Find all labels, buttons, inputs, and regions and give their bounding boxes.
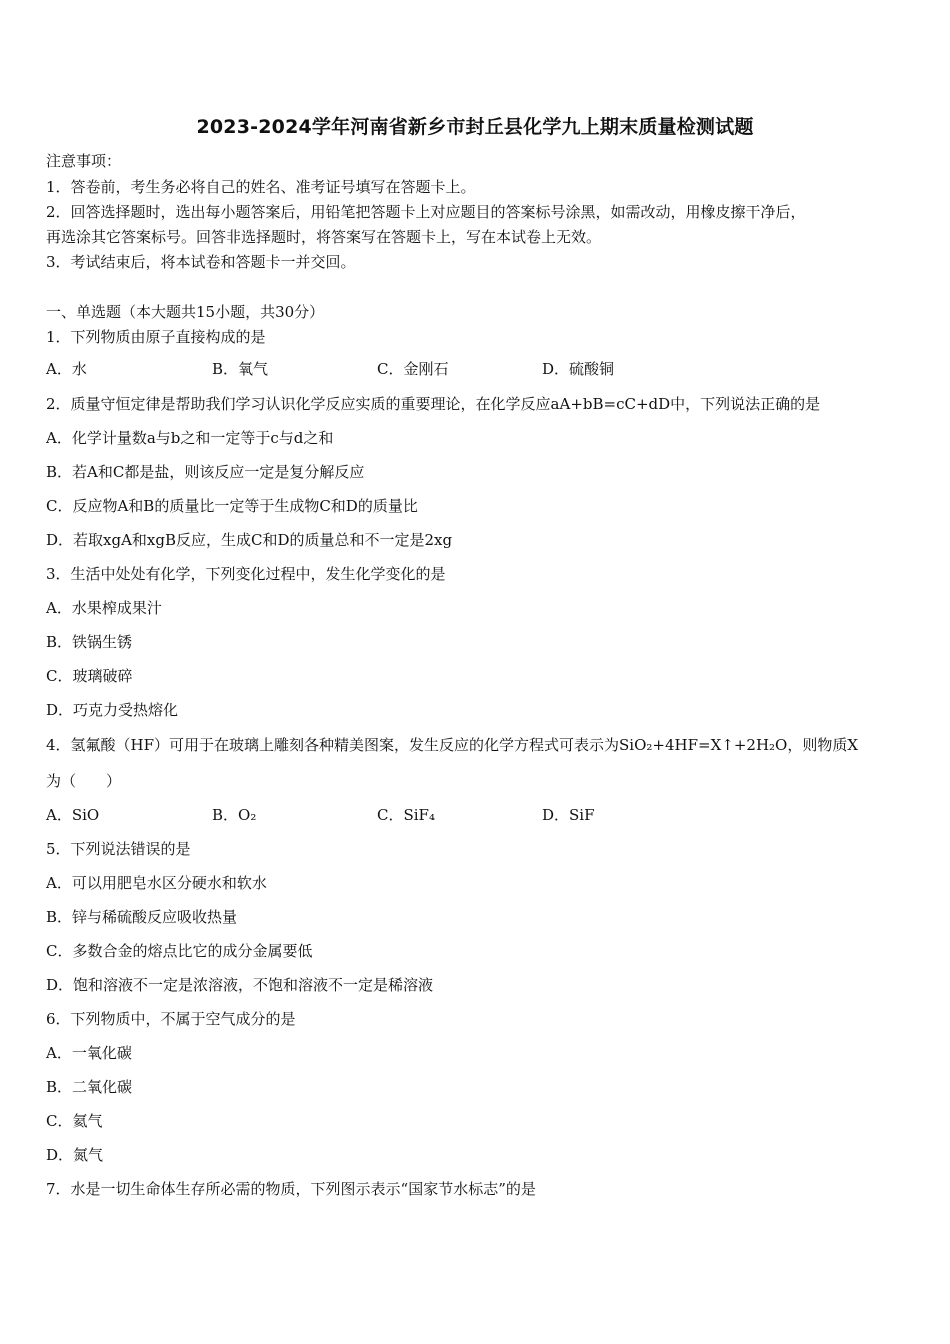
option-c: C．SiF₄ bbox=[377, 806, 435, 824]
option-d: D．SiF bbox=[542, 806, 595, 824]
option-a: A．水 bbox=[46, 360, 87, 378]
question-5-option-d: D．饱和溶液不一定是浓溶液，不饱和溶液不一定是稀溶液 bbox=[46, 976, 434, 994]
question-6-option-a: A．一氧化碳 bbox=[46, 1044, 132, 1062]
question-2-option-b: B．若A和C都是盐，则该反应一定是复分解反应 bbox=[46, 463, 365, 481]
question-2-option-a: A．化学计量数a与b之和一定等于c与d之和 bbox=[46, 429, 334, 447]
option-b: B．O₂ bbox=[212, 806, 257, 824]
note-item: 1．答卷前，考生务必将自己的姓名、准考证号填写在答题卡上。 bbox=[46, 178, 476, 196]
option-d: D．硫酸铜 bbox=[542, 360, 615, 378]
question-4-stem: 4．氢氟酸（HF）可用于在玻璃上雕刻各种精美图案，发生反应的化学方程式可表示为SiO₂+4HF=X↑+2H₂O，则物质X bbox=[46, 736, 859, 754]
question-5-stem: 5．下列说法错误的是 bbox=[46, 840, 191, 858]
question-3-option-b: B．铁锅生锈 bbox=[46, 633, 133, 651]
question-2-option-c: C．反应物A和B的质量比一定等于生成物C和D的质量比 bbox=[46, 497, 418, 515]
option-c: C．金刚石 bbox=[377, 360, 449, 378]
question-7-stem: 7．水是一切生命体生存所必需的物质，下列图示表示“国家节水标志”的是 bbox=[46, 1180, 536, 1198]
question-5-option-a: A．可以用肥皂水区分硬水和软水 bbox=[46, 874, 267, 892]
question-6-option-b: B．二氧化碳 bbox=[46, 1078, 133, 1096]
question-4-stem-continued: 为（ ） bbox=[46, 772, 122, 790]
question-6-stem: 6．下列物质中，不属于空气成分的是 bbox=[46, 1010, 296, 1028]
question-3-option-c: C．玻璃破碎 bbox=[46, 667, 133, 685]
section-heading: 一、单选题（本大题共15小题，共30分） bbox=[46, 303, 325, 321]
question-6-option-d: D．氮气 bbox=[46, 1146, 104, 1164]
option-a: A．SiO bbox=[46, 806, 100, 824]
note-item: 2．回答选择题时，选出每小题答案后，用铅笔把答题卡上对应题目的答案标号涂黑，如需改动，用橡皮擦干净后， bbox=[46, 203, 806, 221]
question-1-stem: 1．下列物质由原子直接构成的是 bbox=[46, 328, 266, 346]
page-title: 2023-2024学年河南省新乡市封丘县化学九上期末质量检测试题 bbox=[196, 116, 754, 138]
notes-heading: 注意事项： bbox=[46, 152, 122, 170]
question-3-option-d: D．巧克力受热熔化 bbox=[46, 701, 179, 719]
question-3-option-a: A．水果榨成果汁 bbox=[46, 599, 162, 617]
question-3-stem: 3．生活中处处有化学，下列变化过程中，发生化学变化的是 bbox=[46, 565, 446, 583]
question-5-option-c: C．多数合金的熔点比它的成分金属要低 bbox=[46, 942, 313, 960]
note-item: 3．考试结束后，将本试卷和答题卡一并交回。 bbox=[46, 253, 356, 271]
question-6-option-c: C．氦气 bbox=[46, 1112, 103, 1130]
note-item: 再选涂其它答案标号。回答非选择题时，将答案写在答题卡上，写在本试卷上无效。 bbox=[46, 228, 602, 246]
question-5-option-b: B．锌与稀硫酸反应吸收热量 bbox=[46, 908, 238, 926]
question-2-stem: 2．质量守恒定律是帮助我们学习认识化学反应实质的重要理论，在化学反应aA+bB=cC+dD中，下列说法正确的是 bbox=[46, 395, 821, 413]
option-b: B．氧气 bbox=[212, 360, 269, 378]
question-2-option-d: D．若取xgA和xgB反应，生成C和D的质量总和不一定是2xg bbox=[46, 531, 453, 549]
